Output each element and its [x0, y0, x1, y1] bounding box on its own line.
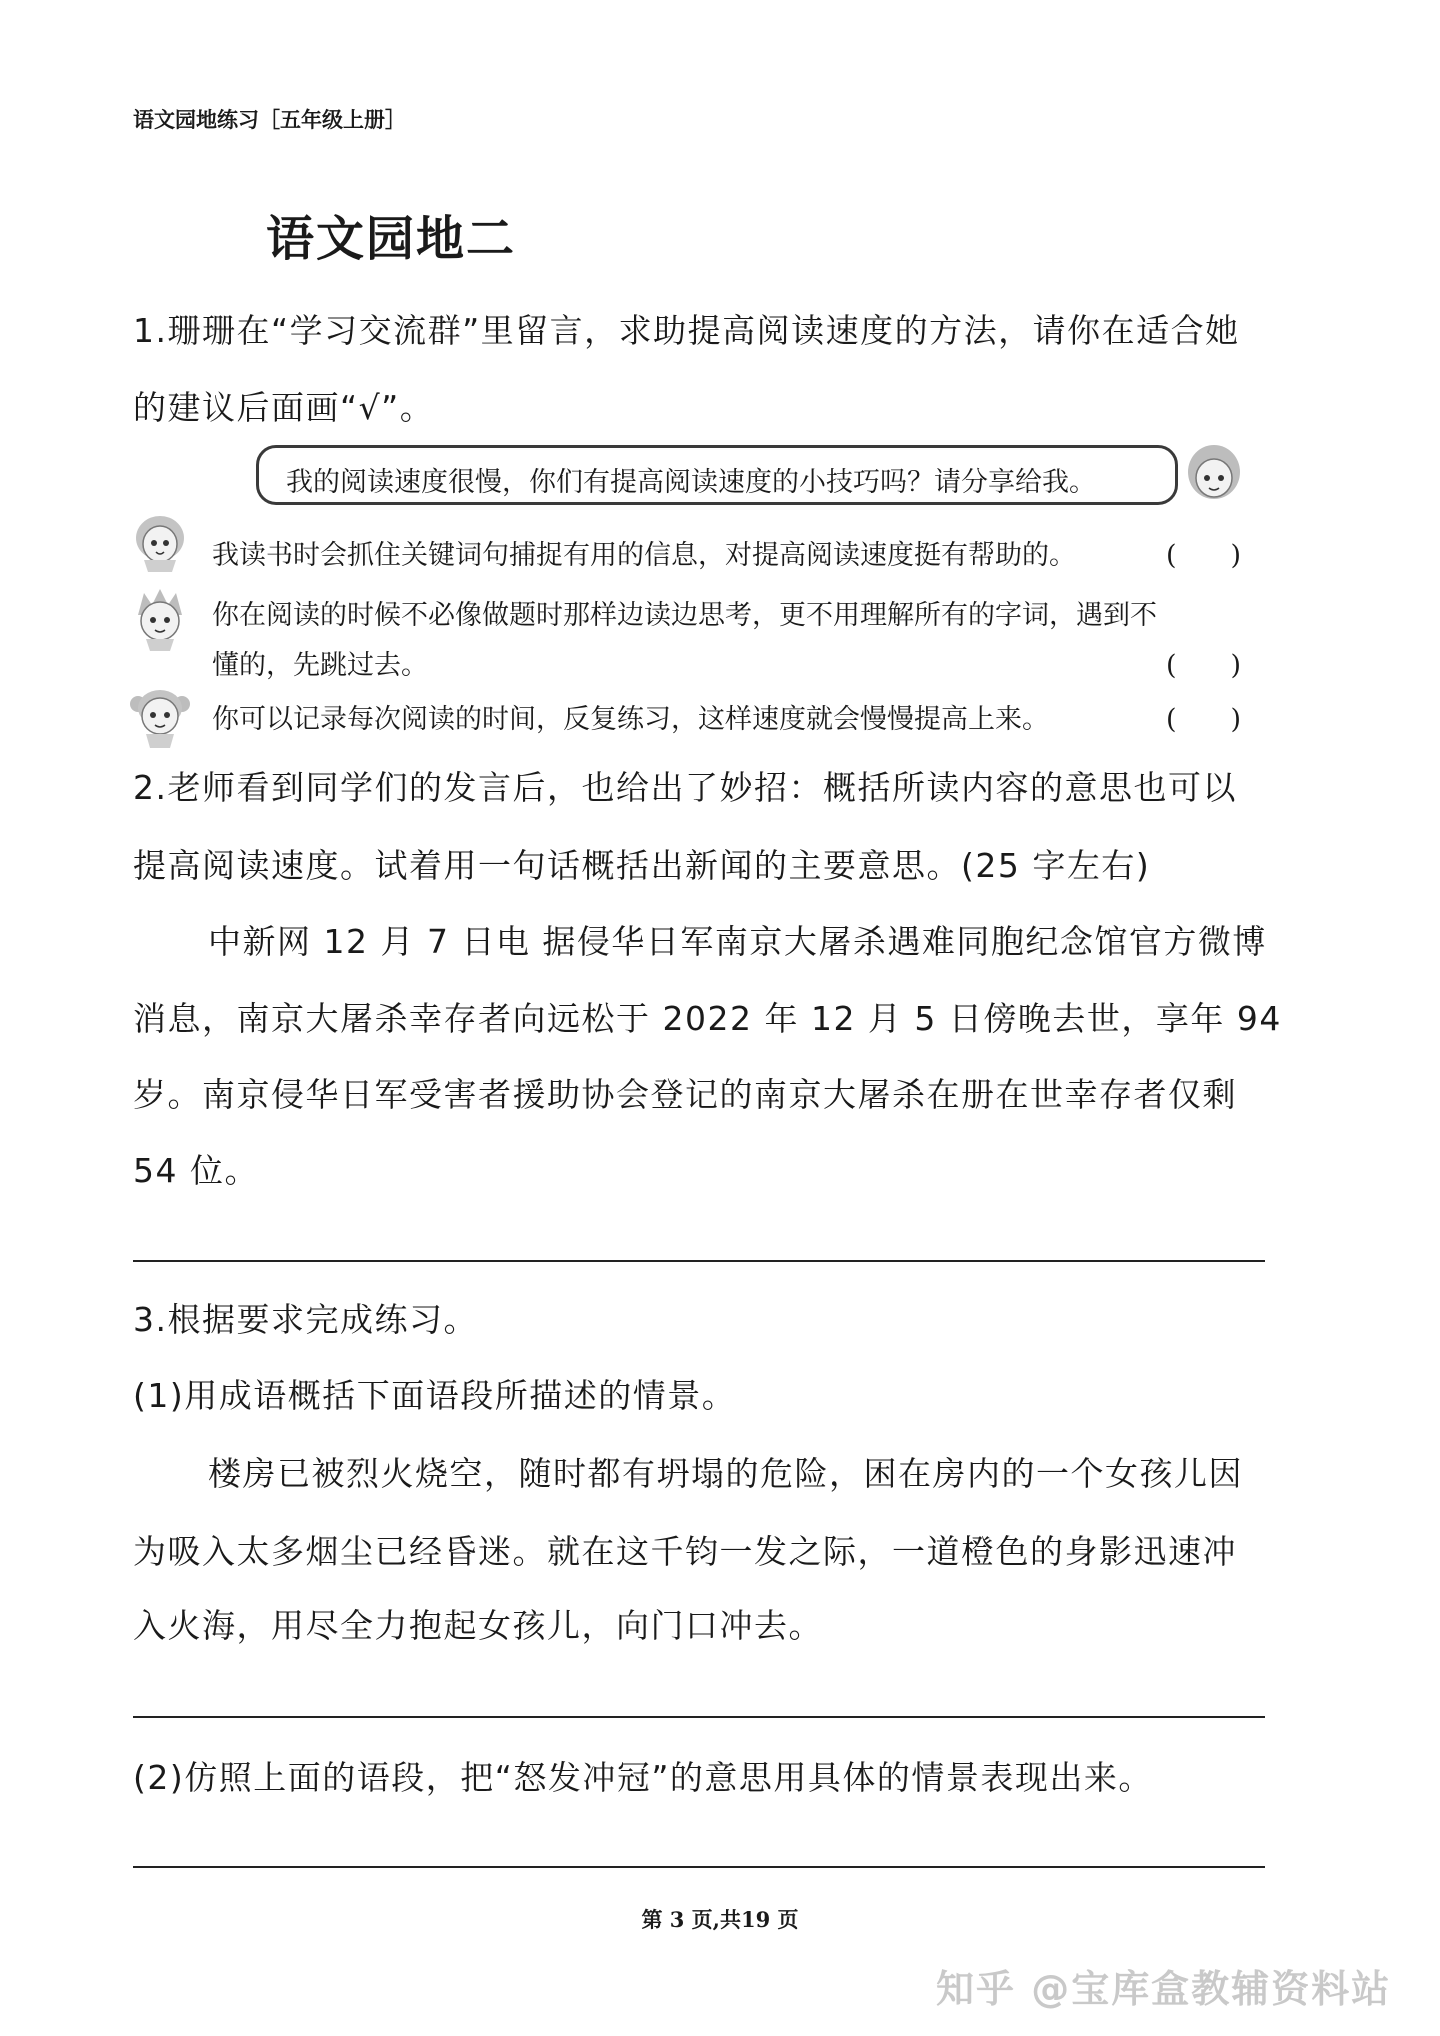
fire-paragraph-line1: 楼房已被烈火烧空，随时都有坍塌的危险，困在房内的一个女孩儿因 [208, 1454, 1243, 1493]
suggestion-3-answer-box[interactable]: ( ) [1166, 704, 1242, 735]
zhihu-watermark: 知乎 @宝库盒教辅资料站 [936, 1967, 1392, 2011]
q2-prompt-line1: 2.老师看到同学们的发言后，也给出了妙招：概括所读内容的意思也可以 [133, 768, 1237, 807]
page-number-footer: 第 3 页,共19 页 [641, 1907, 799, 1932]
suggestion-2-answer-box[interactable]: ( ) [1166, 650, 1242, 681]
q1-prompt-line1: 1.珊珊在“学习交流群”里留言，求助提高阅读速度的方法，请你在适合她 [133, 311, 1240, 350]
q3-sub2-answer-line[interactable] [133, 1866, 1265, 1868]
fire-paragraph-line2: 为吸入太多烟尘已经昏迷。就在这千钧一发之际，一道橙色的身影迅速冲 [133, 1532, 1237, 1571]
page-title: 语文园地二 [266, 211, 517, 267]
page-header: 语文园地练习［五年级上册］ [133, 107, 406, 132]
q3-sub1-prompt: (1)用成语概括下面语段所描述的情景。 [133, 1376, 737, 1415]
suggestion-1-text: 我读书时会抓住关键词句捕捉有用的信息，对提高阅读速度挺有帮助的。 [212, 540, 1076, 571]
girl-shanshan-avatar-icon [1182, 440, 1246, 506]
suggestion-2-text-line2: 懂的，先跳过去。 [212, 650, 428, 681]
q3-sub2-prompt: (2)仿照上面的语段，把“怒发冲冠”的意思用具体的情景表现出来。 [133, 1758, 1153, 1797]
girl-pigtails-avatar-icon [128, 682, 192, 748]
q3-title: 3.根据要求完成练习。 [133, 1300, 478, 1339]
q2-prompt-line2: 提高阅读速度。试着用一句话概括出新闻的主要意思。(25 字左右) [133, 846, 1151, 885]
q3-sub1-answer-line[interactable] [133, 1716, 1265, 1718]
suggestion-2-text-line1: 你在阅读的时候不必像做题时那样边读边思考，更不用理解所有的字词，遇到不 [212, 600, 1157, 631]
q2-answer-line[interactable] [133, 1260, 1265, 1262]
news-paragraph-line4: 54 位。 [133, 1151, 259, 1190]
news-paragraph-line1: 中新网 12 月 7 日电 据侵华日军南京大屠杀遇难同胞纪念馆官方微博 [208, 922, 1267, 961]
suggestion-3-text: 你可以记录每次阅读的时间，反复练习，这样速度就会慢慢提高上来。 [212, 704, 1049, 735]
news-paragraph-line3: 岁。南京侵华日军受害者援助协会登记的南京大屠杀在册在世幸存者仅剩 [133, 1075, 1237, 1114]
news-paragraph-line2: 消息，南京大屠杀幸存者向远松于 2022 年 12 月 5 日傍晚去世，享年 94 [133, 999, 1282, 1038]
boy-avatar-icon [128, 585, 192, 651]
q1-prompt-line2: 的建议后面画“√”。 [133, 388, 435, 427]
speech-bubble-text: 我的阅读速度很慢，你们有提高阅读速度的小技巧吗？请分享给我。 [286, 467, 1096, 498]
fire-paragraph-line3: 入火海，用尽全力抱起女孩儿，向门口冲去。 [133, 1606, 823, 1645]
girl-avatar-icon [128, 510, 192, 572]
suggestion-1-answer-box[interactable]: ( ) [1166, 540, 1242, 571]
